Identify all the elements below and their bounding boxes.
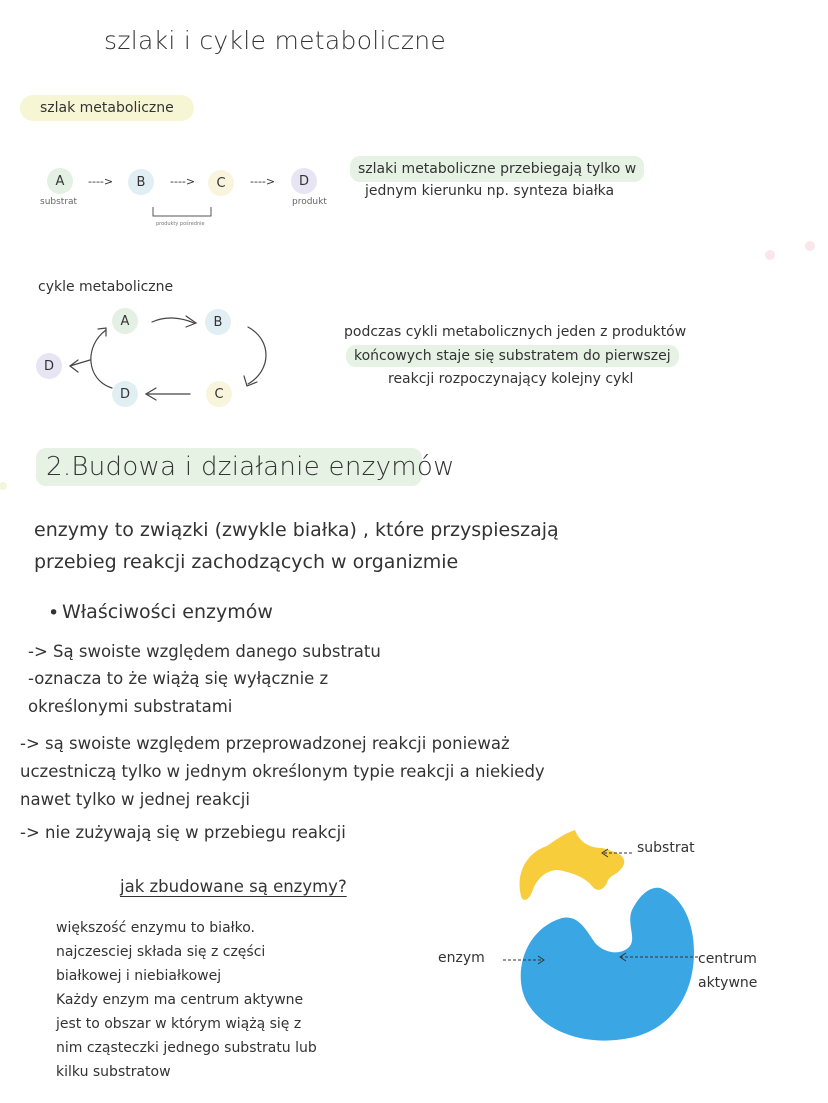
properties-bullet: • — [48, 602, 60, 624]
structure-line: Każdy enzym ma centrum aktywne — [56, 992, 304, 1008]
cycle-arrow-d-a — [91, 330, 112, 388]
pathway-node-a: A — [47, 168, 73, 194]
properties-heading: Właściwości enzymów — [62, 601, 273, 623]
intermediate-label: produkty pośrednie — [156, 221, 205, 227]
structure-line: białkowej i niebiałkowej — [56, 968, 222, 984]
intermediate-bracket — [153, 207, 211, 216]
cycle-heading: cykle metaboliczne — [38, 279, 174, 295]
cycle-node-a: A — [112, 308, 138, 334]
structure-heading: jak zbudowane są enzymy? — [120, 877, 347, 896]
enzyme-diagram-label: enzym — [438, 950, 485, 966]
structure-line: większość enzymu to białko. — [56, 920, 256, 936]
decor-dot — [805, 241, 815, 251]
pathway-node-d: D — [291, 168, 317, 194]
intro-line-1: enzymy to związki (zwykle białka) , które przyspieszają — [34, 519, 559, 541]
property-line: -> nie zużywają się w przebiegu reakcji — [20, 823, 346, 842]
pathway-heading: szlak metaboliczne — [20, 95, 194, 121]
substrate-label: substrat — [40, 197, 78, 207]
pathway-note-line-1: szlaki metaboliczne przebiegają tylko w — [350, 156, 644, 182]
pathway-node-c: C — [208, 170, 234, 196]
structure-line: najczesciej składa się z części — [56, 944, 266, 960]
cycle-arrow-b-c — [248, 327, 266, 384]
cycle-note-line-2: końcowych staje się substratem do pierwszej — [346, 345, 679, 367]
cycle-arrow-d-a-head — [98, 328, 106, 336]
cycle-note-line-1: podczas cykli metabolicznych jeden z produktów — [344, 324, 687, 340]
property-line: -oznacza to że wiążą się wyłącznie z — [28, 669, 329, 688]
product-label: produkt — [292, 197, 327, 207]
cycle-arrow-b-c-head — [244, 376, 257, 386]
enzyme-shape — [521, 888, 694, 1041]
pathway-arrow: ----> — [250, 175, 276, 188]
cycle-note-line-3: reakcji rozpoczynający kolejny cykl — [388, 371, 634, 387]
active-site-label-line-1: centrum — [698, 951, 757, 967]
substrate-diagram-label: substrat — [637, 840, 695, 856]
cycle-node-b: B — [205, 309, 231, 335]
structure-line: nim cząsteczki jednego substratu lub — [56, 1040, 317, 1056]
page-title: szlaki i cykle metaboliczne — [104, 26, 447, 55]
pathway-note-line-2: jednym kierunku np. synteza białka — [365, 183, 615, 199]
active-site-label-line-2: aktywne — [698, 975, 758, 991]
property-line: nawet tylko w jednej reakcji — [20, 790, 250, 809]
cycle-node-d: D — [112, 381, 138, 407]
property-line: uczestniczą tylko w jednym określonym typie reakcji a niekiedy — [20, 762, 545, 781]
section2-heading: 2.Budowa i działanie enzymów — [46, 452, 455, 482]
property-line: -> są swoiste względem przeprowadzonej reakcji ponieważ — [20, 734, 510, 753]
cycle-node-c: C — [206, 381, 232, 407]
decor-dot — [765, 250, 775, 260]
pathway-arrow: ----> — [170, 175, 196, 188]
property-line: określonymi substratami — [28, 697, 233, 716]
property-line: -> Są swoiste względem danego substratu — [28, 642, 381, 661]
cycle-arrow-a-b — [152, 318, 194, 323]
structure-line: kilku substratow — [56, 1064, 171, 1080]
pathway-arrow: ----> — [88, 175, 114, 188]
decor-dot — [0, 482, 7, 490]
pathway-node-b: B — [128, 169, 154, 195]
intro-line-2: przebieg reakcji zachodzących w organizmie — [34, 551, 459, 573]
cycle-node-d-outer: D — [36, 353, 62, 379]
substrate-shape — [520, 830, 625, 900]
structure-line: jest to obszar w którym wiążą się z — [56, 1016, 302, 1032]
